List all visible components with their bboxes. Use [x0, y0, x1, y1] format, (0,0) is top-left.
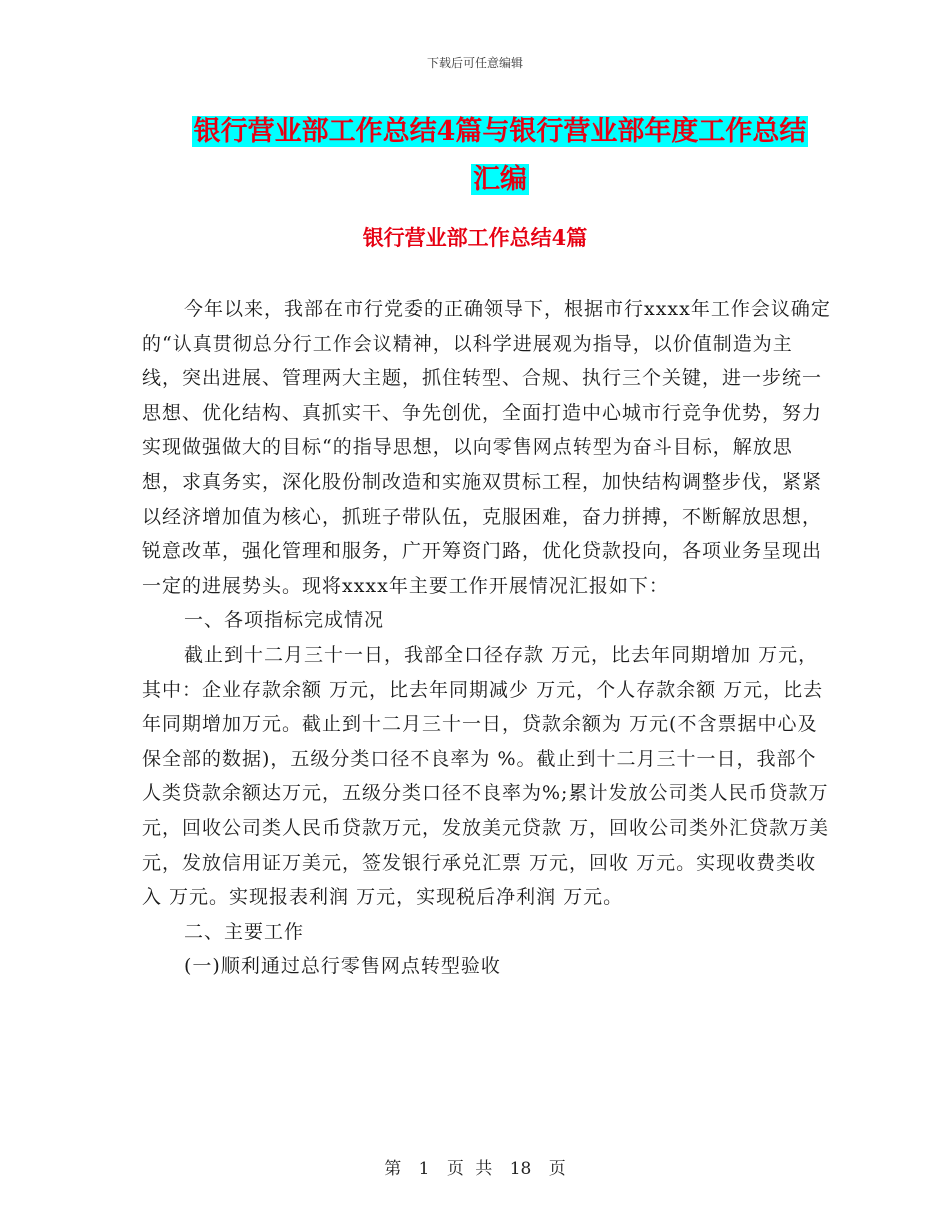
- title-line-2: 汇编: [473, 164, 527, 195]
- heading-main-work: 二、主要工作: [184, 920, 305, 943]
- page-number: 1: [418, 1159, 430, 1179]
- footer-prefix: 第: [384, 1159, 402, 1179]
- title-line-1: 银行营业部工作总结4篇与银行营业部年度工作总结: [193, 116, 807, 147]
- paragraph-intro: 今年以来，我部在市行党委的正确领导下，根据市行xxxx年工作会议确定的“认真贯彻总分行工作会议精神，以科学进展观为指导，以价值制造为主线，突出进展、管理两大主题，抓住转型、合规、执行三个关键，进一步统一思想、优化结构、真抓实干、争先创优，全面打造中心城市行竞争优势，努力实现做强做大的目标“的指导思想，以向零售网点转型为奋斗目标，解放思想，求真务实，深化股份制改造和实施双贯标工程，加快结构调整步伐，紧紧以经济增加值为核心，抓班子带队伍，克服困难，奋力拼搏，不断解放思想，锐意改革，强化管理和服务，广开筹资门路，优化贷款投向，各项业务呈现出一定的进展势头。现将xxxx年主要工作开展情况汇报如下：: [142, 298, 831, 597]
- header-note: 下载后可任意编辑: [426, 56, 523, 70]
- footer-mid: 页 共: [446, 1159, 493, 1179]
- heading-indicators: 一、各项指标完成情况: [184, 609, 385, 632]
- page-total: 18: [509, 1159, 532, 1179]
- paragraph-indicators: 截止到十二月三十一日，我部全口径存款 万元，比去年同期增加 万元，其中：企业存款余额 万元，比去年同期减少 万元，个人存款余额 万元，比去年同期增加万元。截止到十二月三十一日，贷款余额为 万元(不含票据中心及保全部的数据)，五级分类口径不良率为 %。截止到十二月三十一日，我部个人类贷款余额达万元，五级分类口径不良率为%;累计发放公司类人民币贷款万元，回收公司类人民币贷款万元，发放美元贷款 万，回收公司类外汇贷款万美元，发放信用证万美元，签发银行承兑汇票 万元，回收 万元。实现收费类收入 万元。实现报表利润 万元，实现税后净利润 万元。: [142, 643, 830, 909]
- footer-suffix: 页: [548, 1159, 566, 1179]
- section-title: 银行营业部工作总结4篇: [362, 225, 588, 250]
- document-title: [130, 108, 870, 204]
- page-footer: [0, 1154, 950, 1179]
- heading-retail-transform: (一)顺利通过总行零售网点转型验收: [184, 955, 501, 978]
- document-body: [142, 292, 832, 984]
